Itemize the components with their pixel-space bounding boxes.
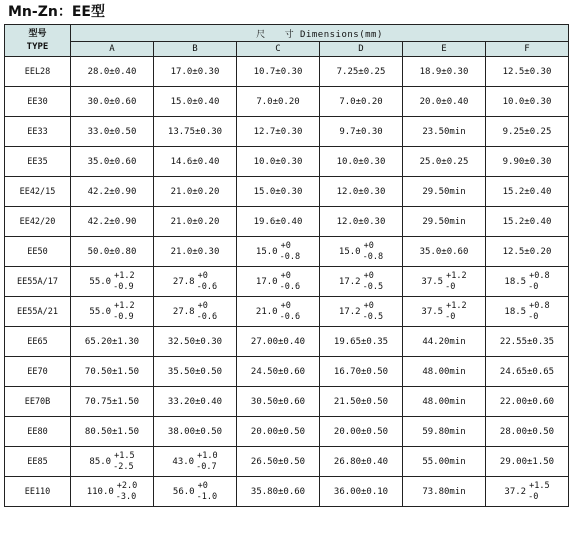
dimension-cell-d [320,297,403,327]
nominal-value: 18.5 [504,276,527,287]
dimension-cell-d: 7.25±0.25 [320,57,403,87]
dimension-cell-c: 27.00±0.40 [237,327,320,357]
page-title: Mn-Zn：EE型 [8,4,105,20]
dimension-cell-f: 29.00±1.50 [486,447,569,477]
lower-tolerance: -0 [528,491,539,502]
dimension-cell-c: 15.0±0.30 [237,177,320,207]
asymmetric-tolerance [173,271,217,293]
column-header-b: B [154,42,237,57]
nominal-value: 17.2 [338,276,361,287]
dimension-cell-f [486,477,569,507]
dimension-cell-e: 18.9±0.30 [403,57,486,87]
asymmetric-tolerance [421,271,466,293]
upper-tolerance: +1.2 [446,300,467,311]
dimension-cell-c: 10.7±0.30 [237,57,320,87]
dimension-cell-c [237,267,320,297]
dimension-cell-e: 35.0±0.60 [403,237,486,267]
table-row [5,177,569,207]
column-header-a: A [71,42,154,57]
asymmetric-tolerance [339,241,383,263]
dimension-cell-f: 12.5±0.30 [486,57,569,87]
nominal-value: 37.5 [421,276,444,287]
lower-tolerance: -0.6 [279,281,301,292]
asymmetric-tolerance [504,271,549,293]
type-cell: EE110 [5,477,71,507]
dimension-cell-a: 70.75±1.50 [71,387,154,417]
lower-tolerance: -1.0 [196,491,218,502]
dimension-cell-e: 48.00min [403,387,486,417]
nominal-value: 37.5 [421,306,444,317]
dimension-cell-d: 19.65±0.35 [320,327,403,357]
table-row [5,87,569,117]
nominal-value: 21.0 [255,306,278,317]
column-header-e: E [403,42,486,57]
dimension-cell-f: 9.90±0.30 [486,147,569,177]
upper-tolerance: +0 [280,240,291,251]
table-row [5,417,569,447]
dimension-cell-b: 35.50±0.50 [154,357,237,387]
table-row [5,57,569,87]
dimension-cell-e: 48.00min [403,357,486,387]
dimension-cell-a: 42.2±0.90 [71,177,154,207]
dimension-cell-d [320,267,403,297]
dimension-cell-f: 22.00±0.60 [486,387,569,417]
nominal-value: 17.2 [338,306,361,317]
asymmetric-tolerance [173,301,217,323]
lower-tolerance: -0.9 [113,281,134,292]
nominal-value: 85.0 [89,456,112,467]
dimension-cell-b: 13.75±0.30 [154,117,237,147]
nominal-value: 56.0 [172,486,195,497]
dimension-cell-a [71,267,154,297]
column-header-d: D [320,42,403,57]
table-row [5,237,569,267]
dimension-cell-f: 9.25±0.25 [486,117,569,147]
dimension-cell-e [403,267,486,297]
dimension-cell-f: 28.00±0.50 [486,417,569,447]
table-row [5,327,569,357]
type-header-en: TYPE [26,41,49,52]
nominal-value: 55.0 [89,276,112,287]
dimension-cell-c: 19.6±0.40 [237,207,320,237]
lower-tolerance: -0 [445,281,456,292]
upper-tolerance: +1.2 [446,270,467,281]
nominal-value: 55.0 [89,306,112,317]
type-header-cn: 型号 [28,28,47,39]
dimension-cell-f [486,267,569,297]
upper-tolerance: +2.0 [116,480,138,491]
upper-tolerance: +0 [363,270,374,281]
asymmetric-tolerance [256,271,300,293]
type-cell: EE42/15 [5,177,71,207]
lower-tolerance: -0.7 [196,461,217,472]
dimension-cell-f: 15.2±0.40 [486,207,569,237]
upper-tolerance: +1.0 [197,450,218,461]
lower-tolerance: -0.6 [279,311,301,322]
asymmetric-tolerance [173,481,217,503]
type-cell: EE55A/17 [5,267,71,297]
dimension-cell-a: 42.2±0.90 [71,207,154,237]
asymmetric-tolerance [89,301,134,323]
type-cell: EE30 [5,87,71,117]
asymmetric-tolerance [256,301,300,323]
dimension-cell-d [320,237,403,267]
dimension-cell-e: 29.50min [403,207,486,237]
dimension-cell-d: 20.00±0.50 [320,417,403,447]
upper-tolerance: +0.8 [529,300,550,311]
dimension-cell-b: 21.0±0.30 [154,237,237,267]
type-cell: EE33 [5,117,71,147]
dimension-cell-f [486,297,569,327]
dimension-cell-b: 14.6±0.40 [154,147,237,177]
dimension-cell-d: 12.0±0.30 [320,177,403,207]
dimension-cell-f: 24.65±0.65 [486,357,569,387]
lower-tolerance: -0.5 [362,281,384,292]
dimension-cell-a: 50.0±0.80 [71,237,154,267]
dimension-cell-b: 32.50±0.30 [154,327,237,357]
asymmetric-tolerance [87,481,138,503]
type-header [5,25,71,57]
upper-tolerance: +1.5 [529,480,550,491]
dimensions-header: 尺 寸 Dimensions(mm) [71,25,569,42]
lower-tolerance: -0.6 [196,281,218,292]
lower-tolerance: -0 [528,281,539,292]
dimension-cell-a [71,477,154,507]
table-row [5,357,569,387]
type-cell: EE70B [5,387,71,417]
type-cell: EEL28 [5,57,71,87]
dimension-cell-c [237,297,320,327]
upper-tolerance: +0 [197,270,208,281]
dimension-cell-d: 12.0±0.30 [320,207,403,237]
asymmetric-tolerance [172,451,217,473]
dimension-cell-d: 21.50±0.50 [320,387,403,417]
dimension-cell-f: 12.5±0.20 [486,237,569,267]
dimension-cell-e [403,297,486,327]
asymmetric-tolerance [89,451,134,473]
lower-tolerance: -3.0 [115,491,137,502]
dimension-cell-b: 21.0±0.20 [154,207,237,237]
nominal-value: 37.2 [504,486,527,497]
dimension-cell-a: 65.20±1.30 [71,327,154,357]
lower-tolerance: -2.5 [113,461,134,472]
dimension-cell-c: 30.50±0.60 [237,387,320,417]
dimension-cell-f: 22.55±0.35 [486,327,569,357]
dimension-cell-b [154,297,237,327]
lower-tolerance: -0.8 [279,251,301,262]
dimension-cell-a: 70.50±1.50 [71,357,154,387]
dimension-cell-b: 15.0±0.40 [154,87,237,117]
dimension-cell-e: 29.50min [403,177,486,207]
dimension-cell-c: 35.80±0.60 [237,477,320,507]
dimension-cell-b: 21.0±0.20 [154,177,237,207]
upper-tolerance: +0 [363,240,374,251]
dimension-cell-e: 25.0±0.25 [403,147,486,177]
type-cell: EE85 [5,447,71,477]
dimension-cell-c: 26.50±0.50 [237,447,320,477]
lower-tolerance: -0.9 [113,311,134,322]
dimension-cell-f: 15.2±0.40 [486,177,569,207]
table-row [5,477,569,507]
type-cell: EE35 [5,147,71,177]
dimension-cell-a: 28.0±0.40 [71,57,154,87]
dimension-cell-d: 7.0±0.20 [320,87,403,117]
lower-tolerance: -0 [445,311,456,322]
dimension-cell-b: 38.00±0.50 [154,417,237,447]
lower-tolerance: -0 [528,311,539,322]
upper-tolerance: +0 [197,480,208,491]
upper-tolerance: +0 [280,300,291,311]
dimension-cell-b: 33.20±0.40 [154,387,237,417]
lower-tolerance: -0.6 [196,311,218,322]
dimension-cell-d: 10.0±0.30 [320,147,403,177]
dimension-cell-a: 30.0±0.60 [71,87,154,117]
nominal-value: 17.0 [255,276,278,287]
nominal-value: 27.8 [172,276,195,287]
asymmetric-tolerance [504,301,549,323]
dimension-cell-d: 26.80±0.40 [320,447,403,477]
dimension-cell-f: 10.0±0.30 [486,87,569,117]
dimension-cell-c: 10.0±0.30 [237,147,320,177]
column-header-f: F [486,42,569,57]
table-row [5,117,569,147]
dimension-cell-b [154,267,237,297]
table-row [5,297,569,327]
dimension-cell-e: 59.80min [403,417,486,447]
upper-tolerance: +0.8 [529,270,550,281]
upper-tolerance: +1.2 [114,300,135,311]
dimension-cell-c: 24.50±0.60 [237,357,320,387]
table-row [5,147,569,177]
table-row [5,447,569,477]
type-cell: EE42/20 [5,207,71,237]
upper-tolerance: +0 [280,270,291,281]
dimension-cell-e: 20.0±0.40 [403,87,486,117]
asymmetric-tolerance [89,271,134,293]
nominal-value: 18.5 [504,306,527,317]
table-row [5,387,569,417]
dimension-cell-c: 7.0±0.20 [237,87,320,117]
dimension-cell-a: 80.50±1.50 [71,417,154,447]
nominal-value: 15.0 [255,246,278,257]
upper-tolerance: +1.2 [114,270,135,281]
ee-core-dimensions-table [4,24,569,507]
nominal-value: 15.0 [338,246,361,257]
dimension-cell-e: 73.80min [403,477,486,507]
dimension-cell-c [237,237,320,267]
dimension-cell-b [154,447,237,477]
nominal-value: 110.0 [86,486,114,497]
type-cell: EE65 [5,327,71,357]
dimension-cell-a: 33.0±0.50 [71,117,154,147]
lower-tolerance: -0.5 [362,311,384,322]
nominal-value: 27.8 [172,306,195,317]
dimension-cell-a [71,447,154,477]
type-cell: EE55A/21 [5,297,71,327]
lower-tolerance: -0.8 [362,251,384,262]
table-row [5,267,569,297]
asymmetric-tolerance [339,271,383,293]
column-header-c: C [237,42,320,57]
asymmetric-tolerance [504,481,549,503]
dimension-cell-d: 16.70±0.50 [320,357,403,387]
dimension-cell-a [71,297,154,327]
upper-tolerance: +0 [197,300,208,311]
type-cell: EE70 [5,357,71,387]
dimension-cell-b [154,477,237,507]
dimension-cell-b: 17.0±0.30 [154,57,237,87]
type-cell: EE50 [5,237,71,267]
dimension-cell-d: 36.00±0.10 [320,477,403,507]
dimension-cell-e: 55.00min [403,447,486,477]
dimension-cell-a: 35.0±0.60 [71,147,154,177]
dimension-cell-e: 23.50min [403,117,486,147]
dimension-cell-e: 44.20min [403,327,486,357]
asymmetric-tolerance [421,301,466,323]
type-cell: EE80 [5,417,71,447]
upper-tolerance: +1.5 [114,450,135,461]
upper-tolerance: +0 [363,300,374,311]
asymmetric-tolerance [339,301,383,323]
table-row [5,207,569,237]
dimension-cell-c: 12.7±0.30 [237,117,320,147]
dimension-cell-d: 9.7±0.30 [320,117,403,147]
dimension-cell-c: 20.00±0.50 [237,417,320,447]
nominal-value: 43.0 [172,456,195,467]
asymmetric-tolerance [256,241,300,263]
